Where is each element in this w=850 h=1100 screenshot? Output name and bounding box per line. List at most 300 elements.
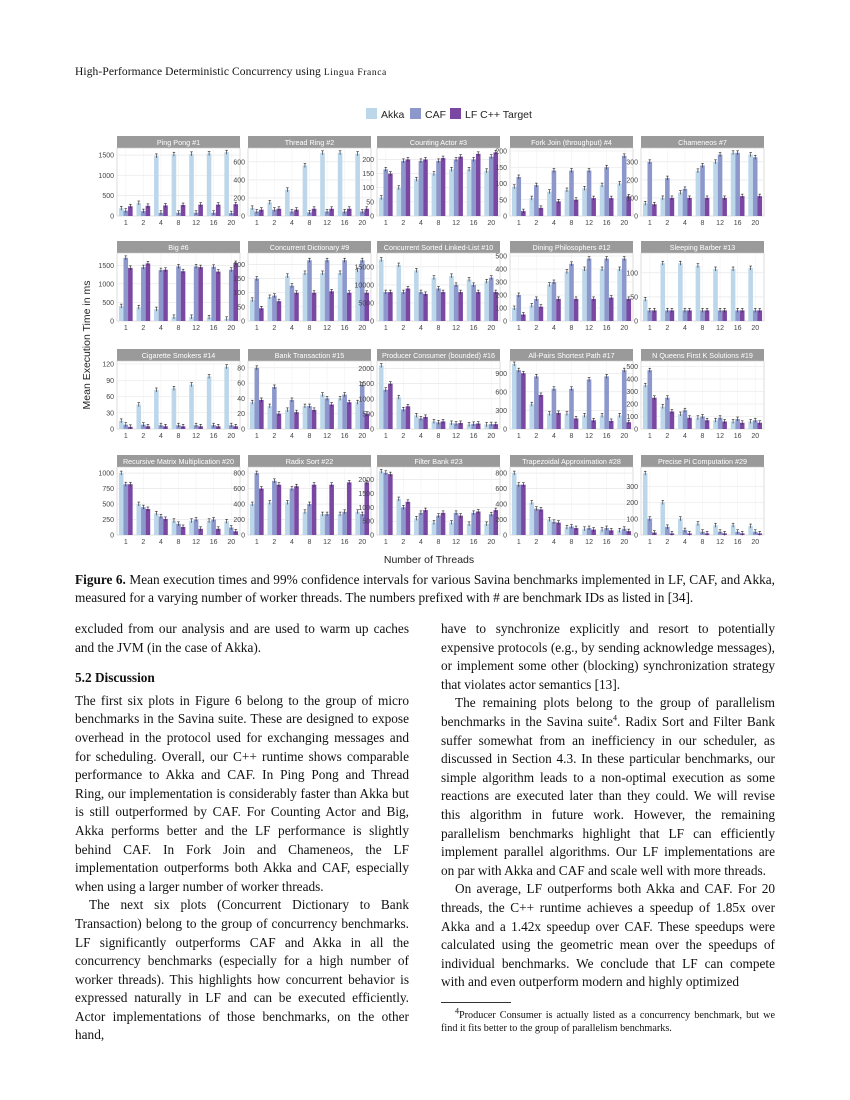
bar — [547, 285, 552, 321]
x-tick-label: 8 — [307, 433, 312, 440]
chart-panel — [358, 349, 500, 440]
bar — [419, 292, 424, 321]
x-tick-label: 1 — [123, 539, 128, 546]
bar — [713, 269, 718, 321]
x-tick-label: 8 — [700, 433, 705, 440]
y-tick-label: 200 — [495, 148, 507, 156]
bar — [194, 266, 199, 321]
x-tick-label: 4 — [418, 220, 423, 227]
panel-title: Sleeping Barber #13 — [669, 243, 736, 252]
panel-title: Fork Join (throughput) #4 — [531, 138, 612, 147]
bar — [661, 263, 666, 321]
y-tick-label: 200 — [233, 195, 245, 203]
bar — [194, 520, 199, 535]
paragraph-text: The remaining plots belong to the group of parallelism benchmarks in the Savina suite — [441, 695, 775, 729]
bar — [250, 300, 255, 321]
x-tick-label: 8 — [307, 539, 312, 546]
x-tick-label: 8 — [176, 325, 181, 332]
bar — [622, 259, 627, 321]
bar — [648, 519, 653, 535]
bar — [250, 402, 255, 429]
panel-title: Bank Transaction #15 — [274, 351, 345, 360]
x-tick-label: 12 — [585, 220, 593, 227]
bar — [325, 398, 330, 429]
x-tick-label: 8 — [700, 220, 705, 227]
bar — [569, 171, 574, 217]
bar — [552, 389, 557, 429]
x-tick-label: 4 — [682, 433, 687, 440]
bar — [683, 410, 688, 429]
bar — [678, 519, 683, 535]
y-tick-label: 1000 — [98, 172, 114, 180]
bar — [547, 414, 552, 429]
x-tick-label: 4 — [289, 220, 294, 227]
x-tick-label: 2 — [141, 220, 146, 227]
x-tick-label: 20 — [358, 325, 367, 332]
bar — [303, 406, 308, 429]
bar — [489, 514, 494, 535]
bar — [740, 196, 745, 216]
bar — [216, 272, 221, 321]
caption-text: Mean execution times and 99% confidence intervals for various Savina benchmarks implemented in LF, CAF, and Akka, measured for a varying number of worker threads. The numbers prefixed with # are benchmark IDs as listed in [34]. — [75, 572, 775, 605]
bar — [320, 514, 325, 535]
bar — [696, 171, 701, 216]
bar — [277, 485, 282, 535]
bar — [432, 278, 437, 321]
bar — [384, 390, 389, 429]
y-tick-label: 50 — [630, 294, 638, 302]
bar — [574, 200, 579, 216]
x-tick-label: 2 — [272, 220, 277, 227]
bar — [476, 154, 481, 216]
bar — [467, 169, 472, 216]
bar — [449, 276, 454, 321]
bar — [320, 153, 325, 216]
x-tick-label: 1 — [383, 220, 388, 227]
y-tick-label: 100 — [362, 185, 374, 193]
x-tick-label: 12 — [323, 539, 331, 546]
y-tick-label: 200 — [362, 156, 374, 164]
legend-label: Akka — [381, 109, 405, 121]
y-axis-title: Mean Execution Time in ms — [81, 280, 93, 410]
y-tick-label: 100 — [233, 290, 245, 298]
y-tick-label: 800 — [233, 470, 245, 478]
bar — [294, 293, 299, 321]
bar — [753, 157, 758, 216]
y-tick-label: 400 — [233, 501, 245, 509]
x-tick-label: 16 — [602, 325, 611, 332]
bar — [539, 395, 544, 429]
chart-panel — [626, 241, 764, 332]
x-tick-label: 1 — [383, 325, 388, 332]
bar — [277, 301, 282, 321]
y-tick-label: 0 — [370, 532, 374, 540]
bar — [441, 158, 446, 216]
y-tick-label: 120 — [102, 361, 114, 369]
bar — [303, 512, 308, 535]
x-tick-label: 8 — [307, 325, 312, 332]
bar — [338, 398, 343, 429]
bar — [609, 198, 614, 216]
x-tick-label: 12 — [585, 539, 593, 546]
x-tick-label: 2 — [141, 325, 146, 332]
panel-title: All-Pairs Shortest Path #17 — [528, 351, 615, 360]
y-tick-label: 1500 — [358, 491, 374, 499]
bar — [290, 400, 295, 429]
bar — [224, 521, 229, 535]
x-tick-label: 12 — [716, 539, 724, 546]
bar — [388, 174, 393, 216]
bar — [312, 410, 317, 429]
bar — [565, 190, 570, 216]
bar — [722, 198, 727, 216]
chart-panel — [495, 241, 633, 332]
bar — [172, 388, 177, 429]
footnote — [441, 1006, 775, 1036]
bar — [683, 189, 688, 216]
y-tick-label: 0 — [241, 318, 245, 326]
x-tick-label: 8 — [436, 325, 441, 332]
y-tick-label: 0 — [370, 318, 374, 326]
bar — [757, 196, 762, 216]
bar — [189, 154, 194, 216]
bar — [454, 285, 459, 321]
x-tick-label: 20 — [487, 433, 496, 440]
bar — [552, 171, 557, 217]
x-tick-label: 16 — [469, 325, 478, 332]
bar — [401, 292, 406, 321]
bar — [401, 409, 406, 429]
x-tick-label: 8 — [569, 325, 574, 332]
y-tick-label: 1000 — [358, 396, 374, 404]
x-tick-label: 1 — [383, 433, 388, 440]
panel-title: Ping Pong #1 — [156, 138, 201, 147]
bar — [436, 516, 441, 535]
bar — [384, 292, 389, 321]
bar — [600, 415, 605, 429]
panel-title: Cigarette Smokers #14 — [141, 351, 216, 360]
bar — [530, 305, 535, 321]
y-tick-label: 200 — [626, 500, 638, 507]
y-tick-label: 100 — [626, 270, 638, 278]
x-tick-label: 2 — [401, 325, 406, 332]
bar — [471, 513, 476, 535]
bar — [384, 473, 389, 535]
y-tick-label: 500 — [495, 253, 507, 261]
bar — [530, 404, 535, 429]
bar — [137, 504, 142, 535]
x-tick-label: 4 — [418, 325, 423, 332]
y-tick-label: 0 — [503, 532, 507, 540]
bar — [423, 294, 428, 321]
x-tick-label: 16 — [733, 220, 742, 227]
bar — [355, 154, 360, 216]
panel-title: Dining Philosophers #12 — [532, 243, 611, 252]
y-tick-label: 1000 — [98, 470, 114, 478]
x-tick-label: 12 — [192, 433, 200, 440]
y-tick-label: 0 — [370, 213, 374, 221]
bar — [272, 481, 277, 535]
y-tick-label: 0 — [241, 426, 245, 434]
y-tick-label: 300 — [626, 483, 638, 491]
running-title-prefix: High-Performance Deterministic Concurrency using — [75, 66, 324, 78]
x-tick-label: 20 — [227, 433, 236, 440]
y-tick-label: 200 — [626, 177, 638, 185]
chart-panel — [233, 455, 371, 546]
x-tick-label: 4 — [551, 433, 556, 440]
right-column — [441, 620, 775, 1036]
x-tick-label: 4 — [158, 433, 163, 440]
x-tick-label: 4 — [682, 539, 687, 546]
bar — [268, 406, 273, 429]
chart-panel — [98, 455, 240, 546]
x-tick-label: 2 — [401, 539, 406, 546]
bar — [458, 516, 463, 535]
bar — [670, 198, 675, 216]
bar — [325, 260, 330, 321]
x-tick-label: 4 — [158, 325, 163, 332]
bar — [285, 190, 290, 216]
bar — [342, 260, 347, 321]
bar — [643, 385, 648, 429]
x-tick-label: 8 — [307, 220, 312, 227]
bar — [517, 370, 522, 429]
bar — [272, 387, 277, 429]
bar — [591, 198, 596, 216]
x-tick-label: 1 — [123, 433, 128, 440]
x-tick-label: 1 — [516, 325, 521, 332]
bar — [320, 273, 325, 321]
x-tick-label: 20 — [227, 325, 236, 332]
x-tick-label: 20 — [487, 539, 496, 546]
y-tick-label: 50 — [366, 199, 374, 207]
x-tick-label: 2 — [534, 433, 539, 440]
chart-panel — [495, 455, 633, 546]
bar — [534, 299, 539, 321]
bar — [355, 270, 360, 321]
bar — [307, 504, 312, 535]
bar — [388, 384, 393, 429]
x-tick-label: 2 — [665, 220, 670, 227]
y-tick-label: 60 — [106, 394, 114, 401]
y-tick-label: 1500 — [98, 152, 114, 160]
x-tick-label: 12 — [585, 433, 593, 440]
y-tick-label: 1000 — [98, 281, 114, 289]
footnote-rule — [441, 1002, 511, 1003]
panel-title: Radix Sort #22 — [285, 457, 334, 466]
bar — [700, 165, 705, 216]
bar — [604, 167, 609, 216]
x-tick-label: 4 — [682, 325, 687, 332]
bar — [436, 161, 441, 216]
bar — [617, 415, 622, 429]
y-tick-label: 300 — [495, 279, 507, 287]
y-tick-label: 0 — [110, 213, 114, 221]
chart-panel — [233, 241, 371, 332]
x-tick-label: 8 — [176, 539, 181, 546]
x-tick-label: 2 — [141, 433, 146, 440]
x-tick-label: 1 — [516, 220, 521, 227]
x-tick-label: 12 — [452, 220, 460, 227]
bar — [401, 161, 406, 216]
x-tick-label: 2 — [141, 539, 146, 546]
y-tick-label: 400 — [495, 501, 507, 509]
bar — [176, 266, 181, 321]
y-tick-label: 15000 — [354, 264, 374, 272]
panel-title: Concurrent Sorted Linked-List #10 — [383, 243, 494, 252]
left-column — [75, 620, 409, 1045]
bar — [547, 520, 552, 535]
y-tick-label: 150 — [233, 276, 245, 284]
bar — [552, 282, 557, 321]
y-tick-label: 100 — [626, 195, 638, 203]
x-tick-label: 2 — [534, 539, 539, 546]
x-tick-label: 1 — [647, 325, 652, 332]
bar — [591, 299, 596, 321]
x-tick-label: 4 — [158, 220, 163, 227]
x-tick-label: 2 — [272, 539, 277, 546]
bar — [312, 485, 317, 535]
bar — [406, 159, 411, 216]
x-tick-label: 16 — [733, 433, 742, 440]
bar — [423, 510, 428, 535]
bar — [347, 402, 352, 429]
x-tick-label: 2 — [665, 433, 670, 440]
x-tick-label: 2 — [665, 539, 670, 546]
bar — [259, 400, 264, 429]
x-tick-label: 12 — [323, 433, 331, 440]
x-tick-label: 16 — [602, 220, 611, 227]
y-tick-label: 2000 — [358, 477, 374, 485]
x-tick-label: 8 — [700, 539, 705, 546]
bar — [735, 153, 740, 216]
y-tick-label: 600 — [233, 486, 245, 494]
chart-panel — [626, 455, 764, 546]
panel-title: Producer Consumer (bounded) #16 — [381, 351, 496, 360]
y-tick-label: 300 — [495, 407, 507, 415]
bar — [705, 198, 710, 216]
bar — [587, 379, 592, 429]
bar — [159, 516, 164, 535]
y-tick-label: 0 — [370, 426, 374, 434]
bar — [163, 270, 168, 321]
bar — [397, 499, 402, 535]
y-tick-label: 400 — [626, 376, 638, 384]
paragraph: The next six plots (Concurrent Dictionary to Bank Transaction) belong to the group of concurrency benchmarks. LF significantly outperforms CAF and Akka in all the concurrency benchmarks (especially for a high number of worker threads). This highlights how concurrent behavior is expressed naturally in LF and can be executed efficiently. Actor implementations of those benchmarks, on the other hand, — [75, 897, 409, 1043]
y-tick-label: 100 — [626, 414, 638, 421]
bar — [665, 398, 670, 429]
x-tick-label: 8 — [436, 539, 441, 546]
bar — [713, 162, 718, 216]
bar — [574, 299, 579, 321]
x-tick-label: 16 — [209, 433, 218, 440]
x-tick-label: 16 — [469, 539, 478, 546]
bar — [512, 473, 517, 535]
bar — [388, 474, 393, 535]
x-tick-label: 16 — [733, 325, 742, 332]
legend-swatch — [366, 108, 377, 119]
y-tick-label: 300 — [626, 159, 638, 167]
bar — [347, 293, 352, 321]
bar — [436, 289, 441, 322]
bar — [172, 521, 177, 535]
bar — [384, 169, 389, 216]
bar — [521, 373, 526, 429]
x-tick-label: 4 — [289, 433, 294, 440]
bar — [441, 292, 446, 321]
bar — [489, 278, 494, 321]
bar — [419, 513, 424, 535]
x-tick-label: 20 — [620, 325, 629, 332]
bar — [154, 390, 159, 429]
x-tick-label: 16 — [733, 539, 742, 546]
bar — [604, 376, 609, 429]
bar — [565, 272, 570, 321]
bar — [454, 159, 459, 216]
footnote-number: 4 — [455, 1006, 459, 1016]
bar — [467, 279, 472, 321]
x-tick-label: 16 — [469, 220, 478, 227]
x-tick-label: 20 — [751, 325, 760, 332]
x-tick-label: 12 — [452, 433, 460, 440]
footnote-text: Producer Consumer is actually listed as a concurrency benchmark, but we find it fits better to the group of parallelism benchmarks. — [441, 1009, 775, 1035]
chart-panel — [98, 136, 240, 227]
y-tick-label: 50 — [237, 304, 245, 312]
paragraph-text: . Radix Sort and Filter Bank suffer somewhat from an inefficiency in our scheduler, as discussed in Section 4.3. In these particular benchmarks, our simple algorithm leads to a non-optimal execution as some reactions are executed later than they could. We will revise this algorithm in future work. However, the remaining parallelism benchmarks highlight that LF can efficiently implement parallel algorithms. Our LF implementations are on par with Akka and CAF and scale well with more threads. — [441, 713, 776, 878]
bar — [539, 509, 544, 535]
bar — [307, 260, 312, 321]
legend-swatch — [450, 108, 461, 119]
bar — [189, 521, 194, 535]
x-tick-label: 20 — [487, 325, 496, 332]
y-tick-label: 750 — [102, 486, 114, 494]
x-tick-label: 1 — [254, 325, 259, 332]
bar — [338, 514, 343, 535]
bar — [255, 279, 260, 321]
section-heading: 5.2 Discussion — [75, 670, 155, 686]
x-tick-label: 4 — [289, 325, 294, 332]
bar — [643, 473, 648, 535]
bar — [137, 307, 142, 321]
y-tick-label: 10000 — [354, 282, 374, 290]
bar — [687, 198, 692, 216]
x-tick-label: 12 — [323, 220, 331, 227]
bar — [146, 509, 151, 535]
x-tick-label: 1 — [123, 325, 128, 332]
y-tick-label: 600 — [233, 159, 245, 167]
running-title-smallcaps: Lingua Franca — [323, 68, 387, 78]
bar — [587, 171, 592, 217]
chart-panel — [495, 349, 633, 440]
bar — [181, 271, 186, 321]
x-tick-label: 20 — [620, 220, 629, 227]
bar — [414, 179, 419, 216]
bar — [534, 509, 539, 535]
bar — [661, 503, 666, 536]
bar — [547, 192, 552, 216]
y-tick-label: 200 — [495, 517, 507, 525]
panel-title: Thread Ring #2 — [284, 138, 335, 147]
bar — [441, 513, 446, 535]
bar — [207, 153, 212, 216]
bar — [512, 364, 517, 429]
bar — [272, 296, 277, 321]
bar — [397, 397, 402, 429]
panel-title: Trapezoidal Approximation #28 — [522, 457, 621, 466]
y-tick-label: 0 — [634, 213, 638, 221]
y-tick-label: 500 — [626, 364, 638, 371]
x-tick-label: 12 — [192, 220, 200, 227]
